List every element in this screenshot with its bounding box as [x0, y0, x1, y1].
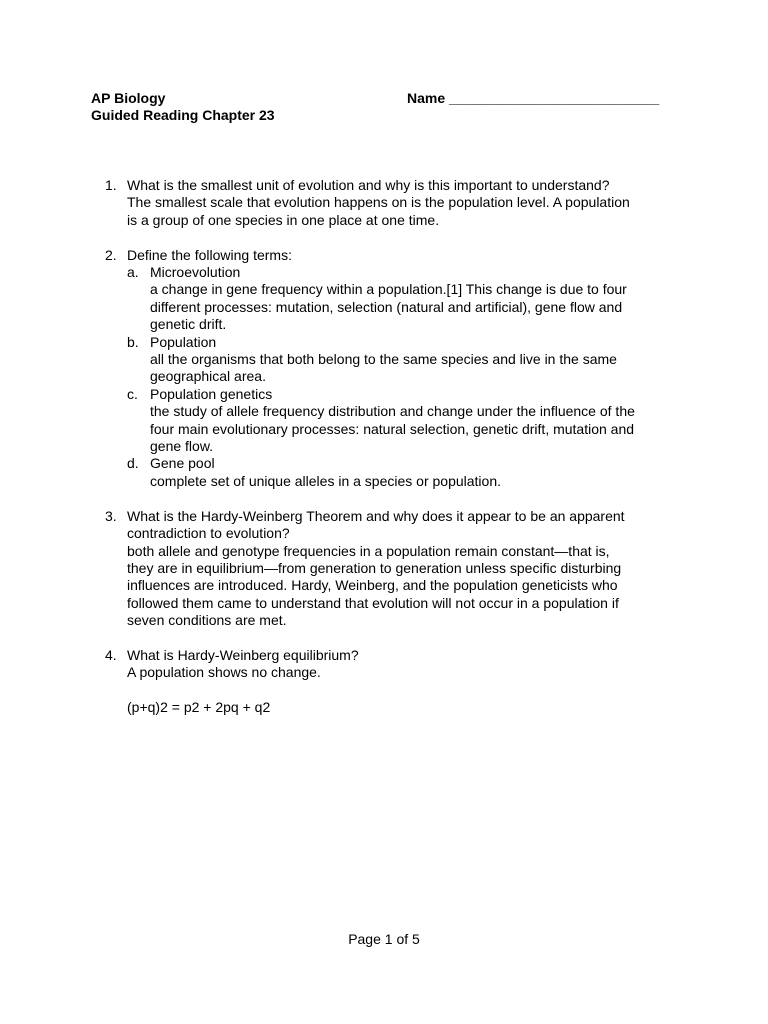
definition-line: the study of allele frequency distribution and change under the influence of the	[150, 403, 635, 420]
answer-line: they are in equilibrium—from generation to generation unless specific disturbing	[127, 559, 622, 576]
term-letter: c.	[127, 385, 138, 402]
term-gene-pool	[127, 455, 685, 490]
definition-line: a change in gene frequency within a population.[1] This change is due to four	[150, 281, 627, 298]
term-name: Gene pool	[150, 455, 215, 472]
header-subtitle-row	[91, 107, 681, 124]
term-population	[127, 334, 685, 386]
question-text: contradiction to evolution?	[127, 525, 290, 542]
course-title: AP Biology	[91, 90, 166, 106]
student-name-field: Name ___________________________	[407, 90, 660, 106]
answer-line: The smallest scale that evolution happens on is the population level. A population	[127, 194, 630, 211]
answer-line: influences are introduced. Hardy, Weinberg, and the population geneticists who	[127, 577, 618, 594]
page-header	[91, 90, 681, 125]
page-number: Page 1 of 5	[348, 931, 420, 947]
definition-line: genetic drift.	[150, 316, 227, 333]
page-footer	[0, 931, 768, 948]
definition-line: four main evolutionary processes: natural selection, genetic drift, mutation and	[150, 420, 635, 437]
answer-line: A population shows no change.	[127, 664, 321, 681]
definition-line: complete set of unique alleles in a species or population.	[150, 472, 501, 489]
term-letter: a.	[127, 264, 139, 281]
term-letter: d.	[127, 455, 139, 472]
definition-line: gene flow.	[150, 438, 214, 455]
spacer	[127, 682, 685, 699]
answer-line: both allele and genotype frequencies in a population remain constant—that is,	[127, 542, 610, 559]
answer-line: seven conditions are met.	[127, 612, 287, 629]
definition-line: geographical area.	[150, 368, 266, 385]
term-list	[127, 264, 685, 490]
question-text: What is the smallest unit of evolution and why is this important to understand?	[127, 177, 610, 193]
answer-line: followed them came to understand that evolution will not occur in a population if	[127, 594, 619, 611]
term-name: Microevolution	[150, 264, 241, 281]
question-text: What is the Hardy-Weinberg Theorem and why does it appear to be an apparent	[127, 507, 625, 524]
equation: (p+q)2 = p2 + 2pq + q2	[127, 699, 271, 716]
term-name: Population genetics	[150, 385, 273, 402]
question-number: 3.	[105, 507, 117, 524]
definition-line: different processes: mutation, selection (natural and artificial), gene flow and	[150, 298, 623, 315]
term-letter: b.	[127, 333, 139, 350]
question-number: 1.	[105, 177, 117, 193]
question-number: 2.	[105, 246, 117, 263]
question-2	[105, 247, 685, 491]
question-1	[105, 177, 685, 229]
term-name: Population	[150, 333, 217, 350]
question-3	[105, 508, 685, 630]
answer-line: is a group of one species in one place at one time.	[127, 211, 440, 228]
term-population-genetics	[127, 386, 685, 456]
header-row	[91, 90, 681, 107]
definition-line: all the organisms that both belong to the same species and live in the same	[150, 351, 617, 368]
question-text: What is Hardy-Weinberg equilibrium?	[127, 646, 359, 663]
question-list	[105, 177, 685, 734]
term-microevolution	[127, 264, 685, 334]
question-number: 4.	[105, 646, 117, 663]
question-4	[105, 647, 685, 717]
question-text: Define the following terms:	[127, 246, 292, 263]
assignment-title: Guided Reading Chapter 23	[91, 107, 275, 124]
